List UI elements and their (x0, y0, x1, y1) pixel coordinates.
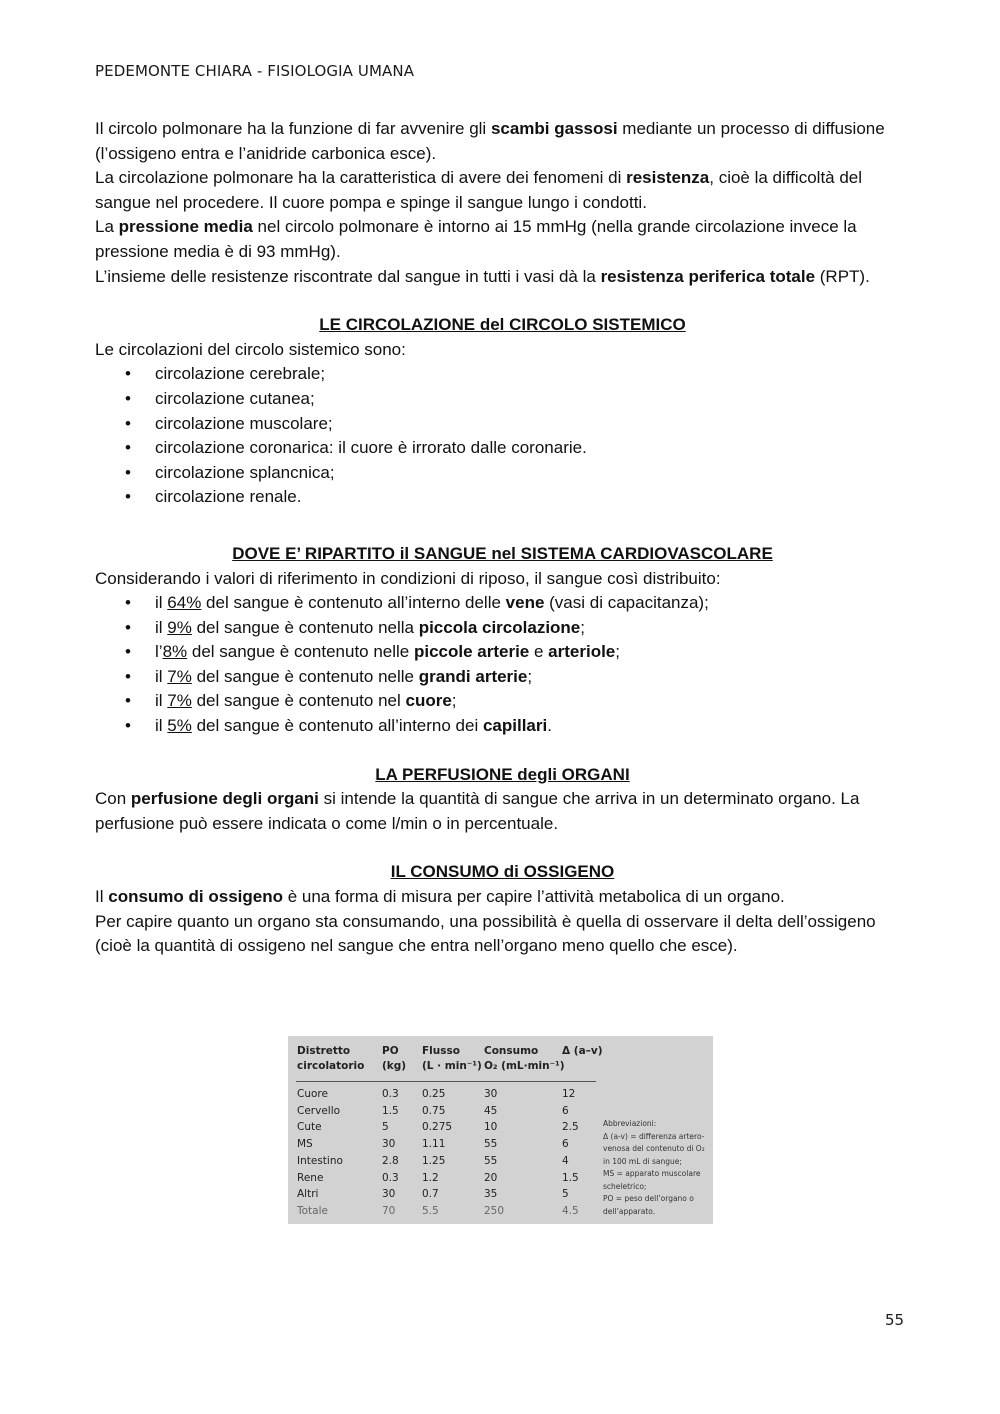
abbr-line: Abbreviazioni: (603, 1119, 657, 1128)
text-run: Il (95, 887, 109, 907)
table-cell-consumo: 250 (484, 1204, 505, 1217)
list-item (125, 387, 910, 412)
header-line: O₂ (mL·min⁻¹) (484, 1060, 565, 1072)
header-delta (562, 1044, 603, 1059)
underlined-value: 7% (167, 666, 192, 686)
table-cell-delta: 1.5 (562, 1171, 579, 1184)
list-item (125, 436, 910, 461)
underlined-value: 7% (167, 691, 192, 711)
ripartito-lead: Considerando i valori di riferimento in condizioni di riposo, il sangue così distribuito: (95, 568, 721, 588)
bold-term: consumo di ossigeno (108, 887, 283, 907)
list-item-text: circolazione muscolare; (155, 413, 333, 433)
spacer (95, 289, 910, 313)
header-consumo (484, 1044, 565, 1074)
table-cell-po: 1.5 (382, 1104, 399, 1117)
table-cell-flusso: 1.2 (422, 1171, 439, 1184)
header-line: Distretto (297, 1045, 351, 1057)
bold-term: scambi gassosi (490, 119, 618, 138)
bullet-icon: • (125, 462, 131, 482)
table-cell-flusso: 0.25 (422, 1088, 446, 1100)
text-run: (RPT). (815, 266, 870, 286)
table-cell-po: 5 (382, 1121, 389, 1134)
oxygen-consumption-table (288, 1036, 713, 1224)
text-run: Il circolo polmonare ha la funzione di far avvenire gli (95, 119, 491, 138)
header-line: Δ (a–v) (562, 1045, 603, 1057)
list-item (125, 689, 910, 714)
text-run: , cioè la difficoltà del sangue nel procedere. Il cuore pompa e spinge il sangue lungo i condotti. (95, 168, 863, 212)
table-cell-flusso: 0.75 (422, 1104, 446, 1117)
table-cell-consumo: 30 (484, 1088, 498, 1100)
abbr-line: scheletrico; (603, 1181, 647, 1191)
section-title-circolo-sistemico: LE CIRCOLAZIONE del CIRCOLO SISTEMICO (319, 315, 686, 335)
bold-term: resistenza periferica totale (600, 266, 816, 286)
table-cell-flusso: 5.5 (422, 1204, 439, 1217)
text-run: ; (615, 642, 620, 662)
bold-term: grandi arterie (418, 666, 528, 686)
table-cell-name: Altri (297, 1188, 319, 1201)
table-cell-delta: 5 (562, 1188, 569, 1201)
text-run: si intende la quantità di sangue che arriva in un determinato organo. La perfusione può essere indicata o come l/min o in percentuale. (95, 789, 860, 833)
list-item (125, 485, 910, 510)
header-line: Flusso (422, 1045, 460, 1057)
text-run: La circolazione polmonare ha la caratteristica di avere dei fenomeni di (95, 168, 627, 188)
text-run: ; (451, 691, 457, 711)
header-line: PO (382, 1045, 399, 1057)
table-cell-consumo: 20 (484, 1171, 498, 1184)
text-run: l’ (155, 642, 163, 662)
bullet-icon: • (125, 487, 131, 507)
header-line: Consumo (484, 1045, 539, 1057)
table-cell-delta: 12 (562, 1088, 576, 1100)
underlined-value: 8% (162, 642, 188, 662)
paragraph-scambi-gassosi (95, 117, 910, 166)
text-run: del sangue è contenuto nella (191, 617, 419, 637)
text-run: (vasi di capacitanza); (544, 593, 709, 613)
ripartito-list (95, 591, 910, 739)
header-distretto (297, 1044, 364, 1074)
table-row (288, 1086, 713, 1103)
list-item (125, 714, 910, 739)
list-item-text: circolazione cutanea; (155, 388, 315, 408)
text-run: Per capire quanto un organo sta consumando, una possibilità è quella di osservare il delta dell’ossigeno (cioè la quantità di ossigeno nel sangue che entra nell’organo meno quello che esce). (95, 911, 876, 956)
table-cell-po: 30 (382, 1188, 396, 1201)
abbr-line: PO = peso dell’organo o (603, 1194, 694, 1203)
abbreviations-note (603, 1118, 708, 1218)
header-line: circolatorio (297, 1060, 365, 1072)
page-header: PEDEMONTE CHIARA - FISIOLOGIA UMANA (95, 62, 415, 80)
bold-term: piccole arterie (413, 642, 530, 662)
header-flusso (422, 1044, 482, 1074)
table-cell-flusso: 1.11 (422, 1138, 446, 1151)
table-cell-name: Cute (297, 1121, 322, 1134)
table-cell-delta: 2.5 (562, 1121, 579, 1134)
bullet-icon: • (125, 617, 131, 637)
table-cell-consumo: 10 (484, 1121, 498, 1134)
text-run: il (155, 716, 168, 736)
bold-term: arteriole (548, 642, 616, 662)
section-title-perfusione: LA PERFUSIONE degli ORGANI (375, 764, 630, 784)
bold-term: pressione media (118, 217, 253, 237)
spacer (95, 510, 910, 542)
list-item-text: circolazione renale. (155, 487, 302, 507)
list-item-text (155, 618, 585, 637)
text-run: mediante un processo di diffusione (l’ossigeno entra e l’anidride carbonica esce). (95, 119, 885, 163)
text-run: ; (580, 617, 585, 637)
text-run: il (155, 617, 168, 637)
bold-term: resistenza (626, 168, 710, 188)
table-cell-delta: 6 (562, 1104, 569, 1117)
table-cell-name: Cuore (297, 1088, 328, 1100)
bullet-icon: • (125, 666, 131, 686)
bold-term: perfusione degli organi (130, 789, 319, 809)
table-cell-name: Cervello (297, 1104, 341, 1117)
list-item (125, 640, 910, 665)
table-cell-consumo: 55 (484, 1154, 498, 1167)
sistemico-lead: Le circolazioni del circolo sistemico sono: (95, 339, 406, 359)
list-item (125, 412, 910, 437)
bold-term: capillari (482, 716, 548, 736)
table-cell-consumo: 45 (484, 1104, 498, 1117)
text-run: del sangue è contenuto nelle (187, 642, 414, 662)
abbr-line: venosa del contenuto di O₂ (603, 1144, 705, 1153)
table-cell-consumo: 35 (484, 1188, 498, 1201)
header-line: (L · min⁻¹) (422, 1060, 482, 1072)
list-item-text (155, 667, 532, 686)
bullet-icon: • (125, 691, 131, 711)
table-cell-po: 30 (382, 1138, 396, 1151)
bullet-icon: • (125, 364, 131, 384)
text-run: il (155, 666, 168, 686)
list-item-text: circolazione cerebrale; (155, 364, 326, 384)
table-cell-delta: 4 (562, 1154, 569, 1167)
table-rule (296, 1081, 596, 1082)
paragraph-delta-ossigeno (95, 910, 910, 959)
header-po (382, 1044, 406, 1074)
abbr-line: in 100 mL di sangue; (603, 1156, 682, 1166)
table-cell-name: MS (297, 1138, 313, 1151)
table-cell-flusso: 0.7 (422, 1188, 439, 1201)
text-run: è una forma di misura per capire l’attività metabolica di un organo. (282, 887, 785, 907)
spacer (95, 739, 910, 763)
list-item (125, 665, 910, 690)
header-line: (kg) (382, 1060, 407, 1072)
text-run: ; (527, 666, 533, 686)
page-content (95, 117, 910, 959)
text-run: del sangue è contenuto nel (191, 691, 406, 711)
table-cell-delta: 6 (562, 1138, 569, 1151)
list-item-text (155, 642, 620, 661)
list-item-text (155, 716, 552, 735)
underlined-value: 64% (167, 593, 202, 613)
list-item (125, 591, 910, 616)
text-run: del sangue è contenuto all’interno dei (191, 716, 483, 736)
abbr-line: dell’apparato. (603, 1206, 656, 1216)
underlined-value: 9% (167, 617, 192, 637)
bullet-icon: • (125, 716, 131, 736)
bullet-icon: • (125, 413, 131, 433)
table-cell-consumo: 55 (484, 1138, 498, 1151)
text-run: del sangue è contenuto all’interno delle (201, 593, 506, 613)
table-cell-flusso: 1.25 (422, 1154, 446, 1167)
abbr-line: Δ (a-v) = differenza artero- (603, 1131, 705, 1141)
text-run: il (155, 593, 168, 613)
list-item-text (155, 593, 709, 612)
list-item (125, 362, 910, 387)
paragraph-consumo (95, 885, 910, 910)
sistemico-list (95, 362, 910, 510)
paragraph-resistenza (95, 166, 910, 215)
section-title-consumo-ossigeno: IL CONSUMO di OSSIGENO (390, 862, 615, 882)
table-cell-po: 70 (382, 1204, 396, 1217)
text-run: . (547, 716, 552, 736)
table-cell-po: 0.3 (382, 1171, 399, 1184)
text-run: Con (95, 789, 131, 809)
text-run: La (95, 217, 119, 237)
table-cell-delta: 4.5 (562, 1204, 579, 1217)
list-item-text (155, 691, 457, 710)
bullet-icon: • (125, 388, 131, 408)
table-cell-po: 2.8 (382, 1154, 399, 1167)
section-title-sangue-ripartito: DOVE E’ RIPARTITO il SANGUE nel SISTEMA CARDIOVASCOLARE (232, 543, 773, 563)
page-number: 55 (885, 1311, 905, 1329)
bold-term: cuore (405, 691, 452, 711)
table-row (288, 1103, 713, 1120)
text-run: del sangue è contenuto nelle (191, 666, 419, 686)
spacer (95, 836, 910, 860)
text-run: il (155, 691, 168, 711)
paragraph-rpt (95, 265, 910, 290)
list-item-text: circolazione coronarica: il cuore è irrorato dalle coronarie. (155, 438, 587, 458)
bold-term: vene (505, 593, 545, 613)
bullet-icon: • (125, 593, 131, 613)
table-cell-name: Totale (297, 1204, 328, 1217)
table-cell-name: Intestino (297, 1154, 343, 1167)
abbr-line: MS = apparato muscolare (603, 1169, 701, 1178)
table-cell-po: 0.3 (382, 1088, 399, 1100)
bullet-icon: • (125, 438, 131, 458)
underlined-value: 5% (167, 716, 192, 736)
table-cell-name: Rene (297, 1171, 324, 1184)
paragraph-pressione-media (95, 215, 910, 264)
list-item (125, 616, 910, 641)
text-run: e (529, 642, 549, 662)
bold-term: piccola circolazione (418, 617, 581, 637)
table-cell-flusso: 0.275 (422, 1121, 453, 1134)
text-run: L’insieme delle resistenze riscontrate dal sangue in tutti i vasi dà la (95, 266, 601, 286)
text-run: nel circolo polmonare è intorno ai 15 mmHg (nella grande circolazione invece la pressione media è di 93 mmHg). (95, 217, 857, 261)
paragraph-perfusione (95, 787, 910, 836)
list-item-text: circolazione splancnica; (155, 462, 335, 482)
list-item (125, 461, 910, 486)
bullet-icon: • (125, 642, 131, 662)
